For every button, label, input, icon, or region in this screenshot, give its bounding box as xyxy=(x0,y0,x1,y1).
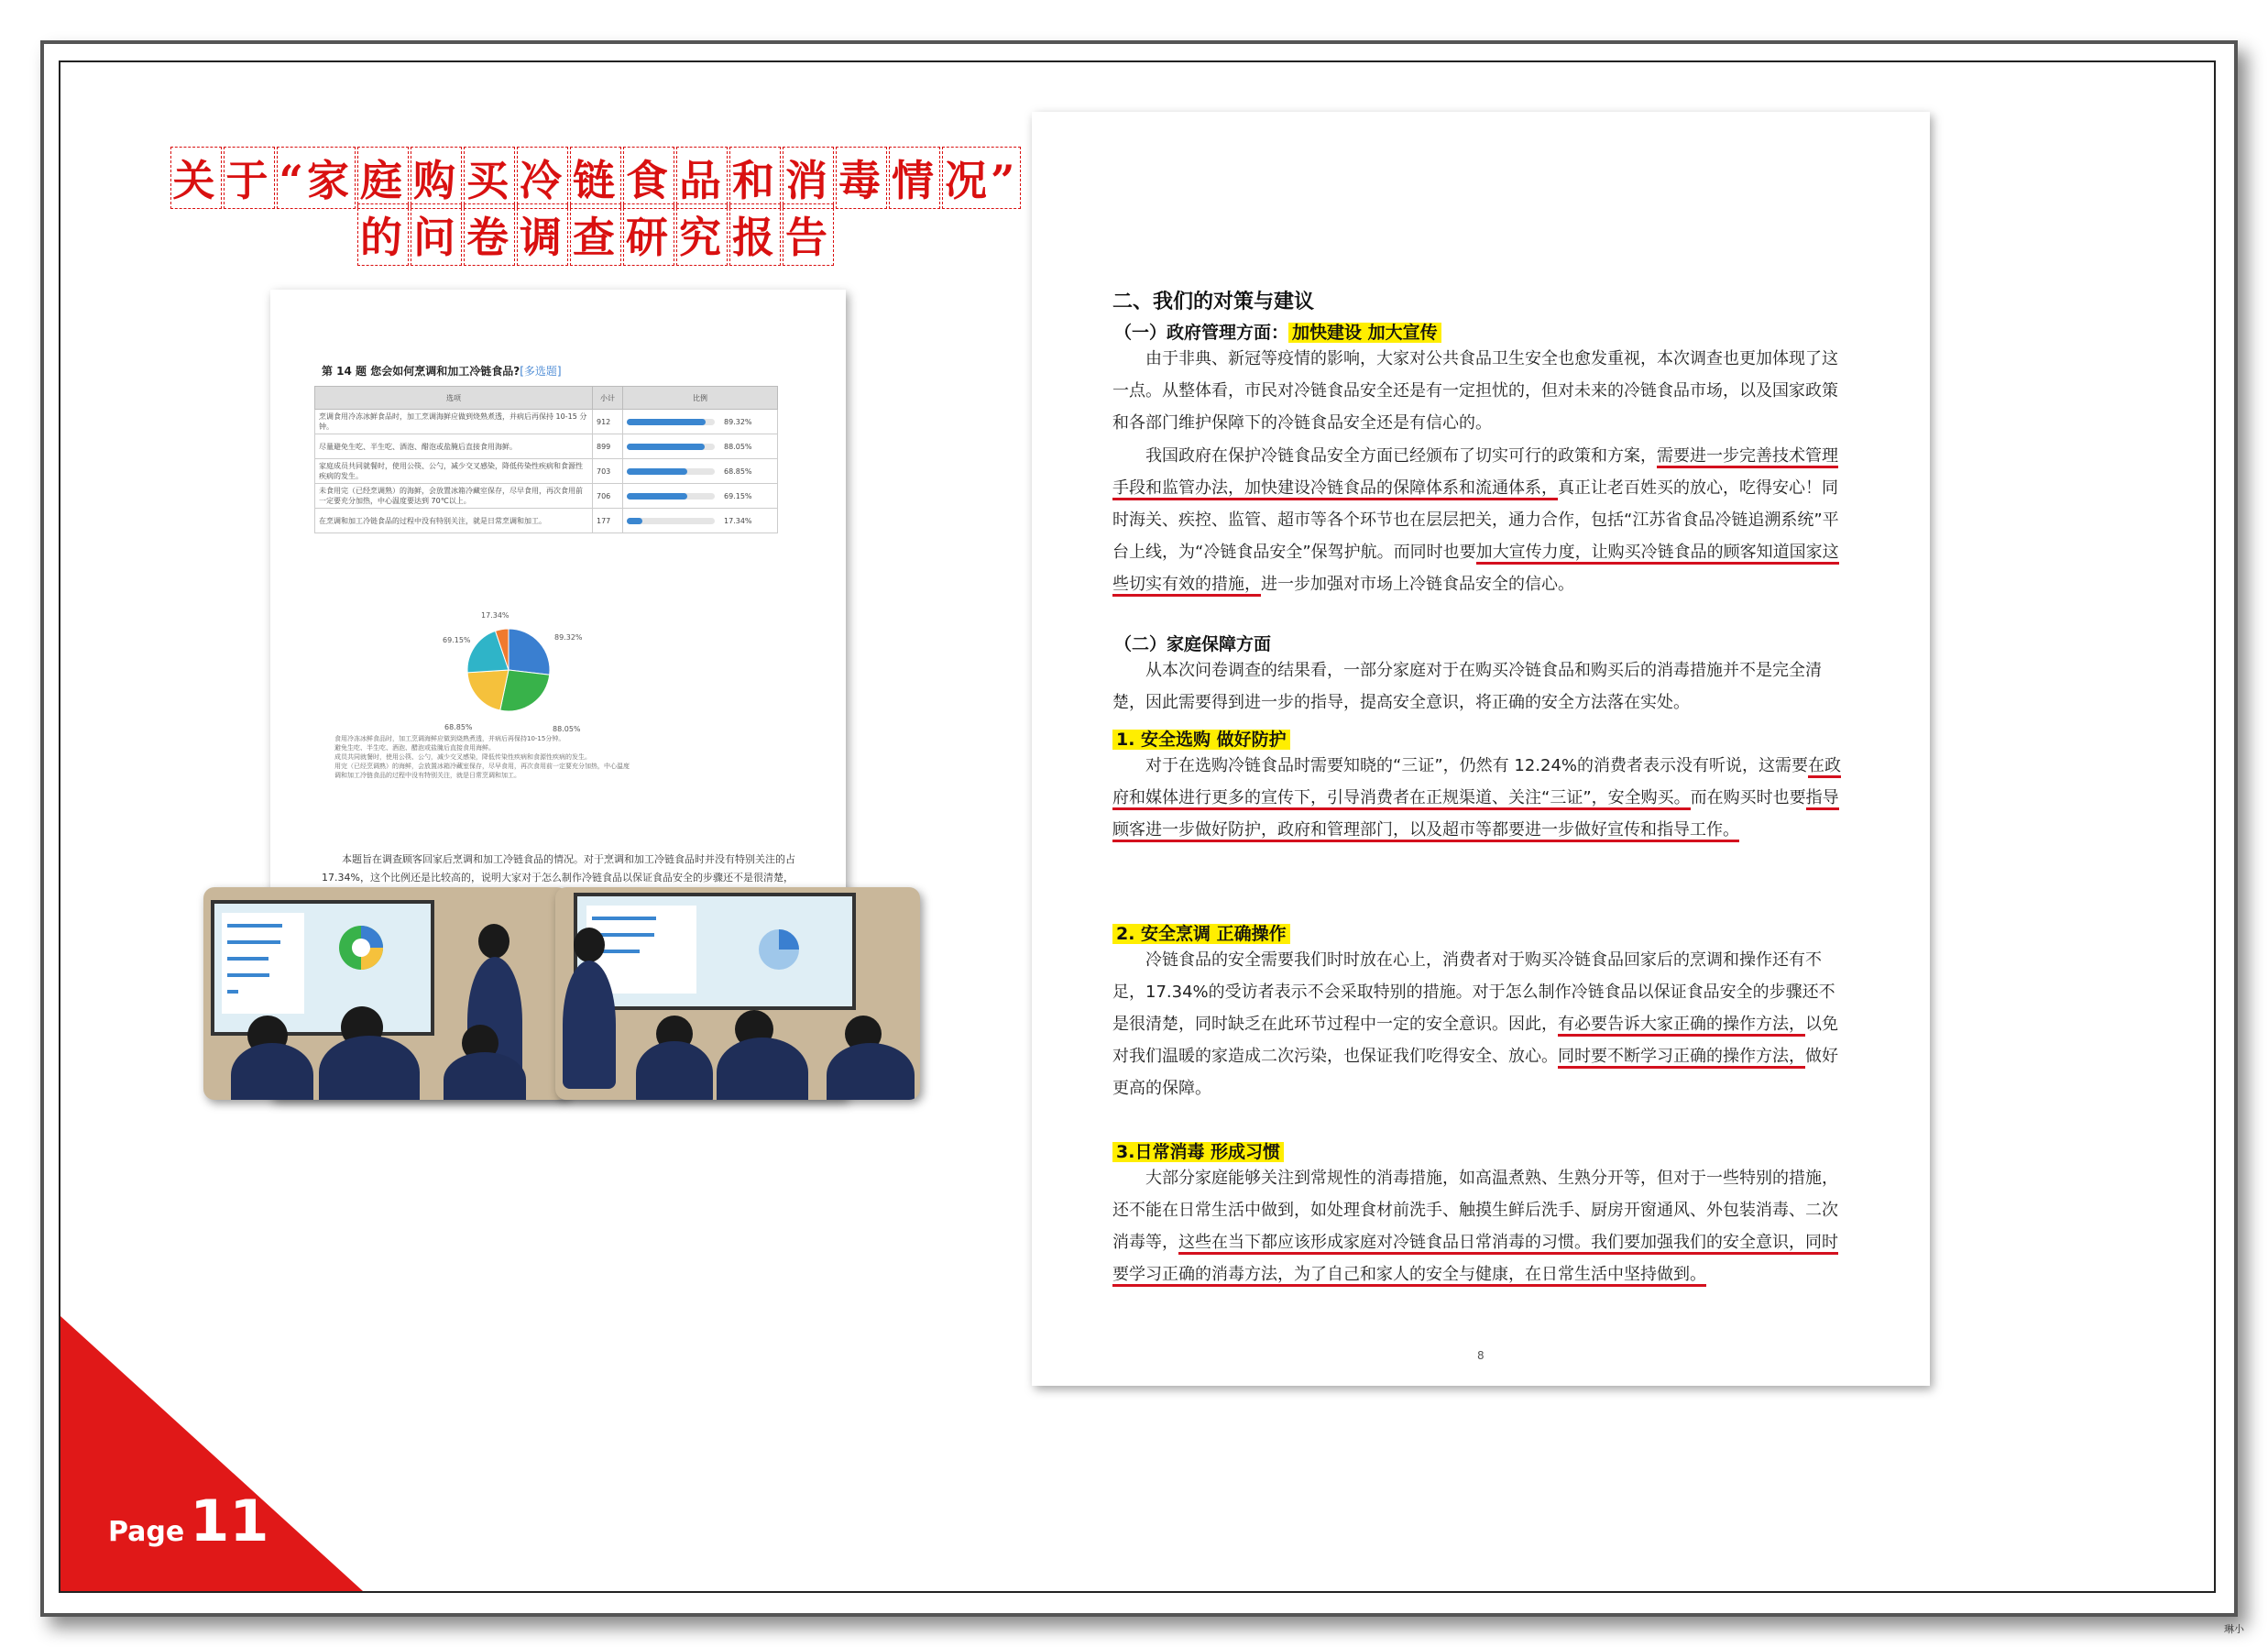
paragraph-1: 由于非典、新冠等疫情的影响，大家对公共食品卫生安全也愈发重视，本次调查也更加体现了这一点。从整体看，市民对冷链食品安全还是有一定担忧的，但对未来的冷链食品市场，以及国家政策和各部门维护保障下的冷链食品安全还是有信心的。 xyxy=(1112,349,1838,433)
classroom-photo-1 xyxy=(203,887,568,1100)
report-title-line1: 关 于 “家 庭 购 买 冷 链 食 品 和 消 毒 情 况” xyxy=(147,147,1045,209)
family-section-heading: （二）家庭保障方面 xyxy=(1114,634,1272,654)
q14-paragraph: 本题旨在调查顾客回家后烹调和加工冷链食品的情况。对于烹调和加工冷链食品时并没有特别关注的占 17.34%，这个比例还是比较高的，说明大家对于怎么制作冷链食品以保证食品安全的步骤还不是很清楚， xyxy=(322,853,795,884)
paragraph-2: 我国政府在保护冷链食品安全方面已经颁布了切实可行的政策和方案，需要进一步完善技术管理手段和监管办法，加快建设冷链食品的保障体系和流通体系，真正让老百姓买的放心，吃得安心！同时海关、疾控、监管、超市等各个环节也在层层把关，通力合作，包括“江苏省食品冷链追溯系统”平台上线，为“冷链食品安全”保驾护航。而同时也要加大宣传力度，让购买冷链食品的顾客知道国家这些切实有效的措施，进一步加强对市场上冷链食品安全的信心。 xyxy=(1112,440,1850,600)
q14-tag: [多选题] xyxy=(520,365,562,378)
paragraph-6: 大部分家庭能够关注到常规性的消毒措施，如高温煮熟、生熟分开等，但对于一些特别的措施，还不能在日常生活中做到，如处理食材前洗手、触摸生鲜后洗手、厨房开窗通风、外包装消毒、二次消毒等，这些在当下都应该形成家庭对冷链食品日常消毒的习惯。我们要加强我们的安全意识，同时要学习正确的消毒方法，为了自己和家人的安全与健康，在日常生活中坚持做到。 xyxy=(1112,1162,1850,1290)
ratio-bar xyxy=(627,518,642,524)
paragraph-3: 从本次问卷调查的结果看，一部分家庭对于在购买冷链食品和购买后的消毒措施并不是完全清楚，因此需要得到进一步的指导，提高安全意识，将正确的安全方法落在实处。 xyxy=(1112,661,1822,712)
teacher-figure xyxy=(563,961,616,1089)
q14-title: 第 14 题 您会如何烹调和加工冷链食品?[多选题] xyxy=(322,365,562,378)
ratio-bar xyxy=(627,493,687,500)
col-option: 选项 xyxy=(315,387,593,410)
pie-label: 89.32% xyxy=(554,633,583,642)
right-document-page xyxy=(1032,112,1930,1386)
ratio-bar xyxy=(627,468,687,475)
student-figure xyxy=(319,1036,420,1100)
pie-legend: 食用冷冻冰鲜食品时，加工烹调海鲜应做到烧熟煮透，并病后再保持10-15分钟。 避免生吃、半生吃、酒泡、醋泡或盐腌后直接食用海鲜。 成员共同就餐时，使用公筷、公勺，减少交叉感染，降低传染性疾病和食源性疾病的发生。 用完（已经烹调熟）的海鲜，会放置冰箱冷藏室保存，尽早食用，再次食用前一定要充分加热，中心温度 调和加工冷链食品的过程中没有特别关注，就是日常烹调和加工。 xyxy=(334,735,630,779)
q14-table xyxy=(314,386,778,533)
teacher-head xyxy=(574,928,605,962)
paragraph-5: 冷链食品的安全需要我们时时放在心上，消费者对于购买冷链食品回家后的烹调和操作还有不足，17.34%的受访者表示不会采取特别的措施。对于怎么制作冷链食品以保证食品安全的步骤还不是很清楚，同时缺乏在此环节过程中一定的安全意识。因此，有必要告诉大家正确的操作方法，以免对我们温暖的家造成二次污染，也保证我们吃得安全、放心。同时要不断学习正确的操作方法，做好更高的保障。 xyxy=(1112,950,1838,1098)
classroom-photo-2 xyxy=(555,887,920,1100)
student-figure xyxy=(444,1052,526,1100)
page-number: 11 xyxy=(190,1488,269,1554)
signature: 琳小 xyxy=(2224,1623,2244,1635)
student-figure xyxy=(827,1043,915,1100)
page-prefix: Page xyxy=(108,1516,185,1548)
section-heading: 二、我们的对策与建议 xyxy=(1112,291,1315,313)
pie-label: 88.05% xyxy=(553,725,581,733)
sub-heading-3: 3.日常消毒 形成习惯 xyxy=(1112,1138,1284,1163)
sub-heading-2: 2. 安全烹调 正确操作 xyxy=(1112,920,1290,945)
pie-label: 68.85% xyxy=(444,723,473,731)
projector-screen xyxy=(574,893,856,1010)
right-page-number: 8 xyxy=(1477,1349,1485,1362)
page-number-label xyxy=(108,1488,269,1554)
sub-heading-1: 1. 安全选购 做好防护 xyxy=(1112,726,1290,751)
q14-pie-chart xyxy=(417,601,600,739)
table-row: 在烹调和加工冷链食品的过程中没有特别关注，就是日常烹调和加工。 177 17.34% xyxy=(315,509,778,533)
student-figure xyxy=(717,1038,808,1100)
pie-label: 17.34% xyxy=(481,611,509,620)
table-row: 家庭成员共同就餐时，使用公筷、公勺，减少交叉感染，降低传染性疾病和食源性疾病的发生。 703 68.85% xyxy=(315,459,778,484)
teacher-head xyxy=(478,924,509,959)
gov-section-heading: （一）政府管理方面： 加快建设 加大宣传 xyxy=(1114,319,1441,344)
student-figure xyxy=(231,1043,313,1100)
pie-slice xyxy=(509,629,550,675)
table-row: 未食用完（已经烹调熟）的海鲜，会放置冰箱冷藏室保存，尽早食用，再次食用前一定要充分加热，中心温度要达到 70℃以上。 706 69.15% xyxy=(315,484,778,509)
col-ratio: 比例 xyxy=(623,387,778,410)
pie-label: 69.15% xyxy=(443,636,471,644)
ratio-bar xyxy=(627,444,705,450)
ratio-bar xyxy=(627,419,706,425)
report-title-line2: 的 问 卷 调 查 研 究 报 告 xyxy=(147,203,1045,266)
col-count: 小计 xyxy=(593,387,623,410)
student-figure xyxy=(636,1041,713,1100)
gov-highlight: 加快建设 加大宣传 xyxy=(1288,323,1441,343)
projector-screen xyxy=(211,900,434,1036)
paragraph-4: 对于在选购冷链食品时需要知晓的“三证”，仍然有 12.24%的消费者表示没有听说，这需要在政府和媒体进行更多的宣传下，引导消费者在正规渠道、关注“三证”，安全购买。而在购买时也要指导顾客进一步做好防护，政府和管理部门，以及超市等都要进一步做好宣传和指导工作。 xyxy=(1112,750,1850,846)
table-row: 烹调食用冷冻冰鲜食品时，加工烹调海鲜应做到烧熟煮透，并病后再保持 10-15 分钟。 912 89.32% xyxy=(315,410,778,434)
table-row: 尽量避免生吃、半生吃、酒泡、醋泡或盐腌后直接食用海鲜。 899 88.05% xyxy=(315,434,778,459)
